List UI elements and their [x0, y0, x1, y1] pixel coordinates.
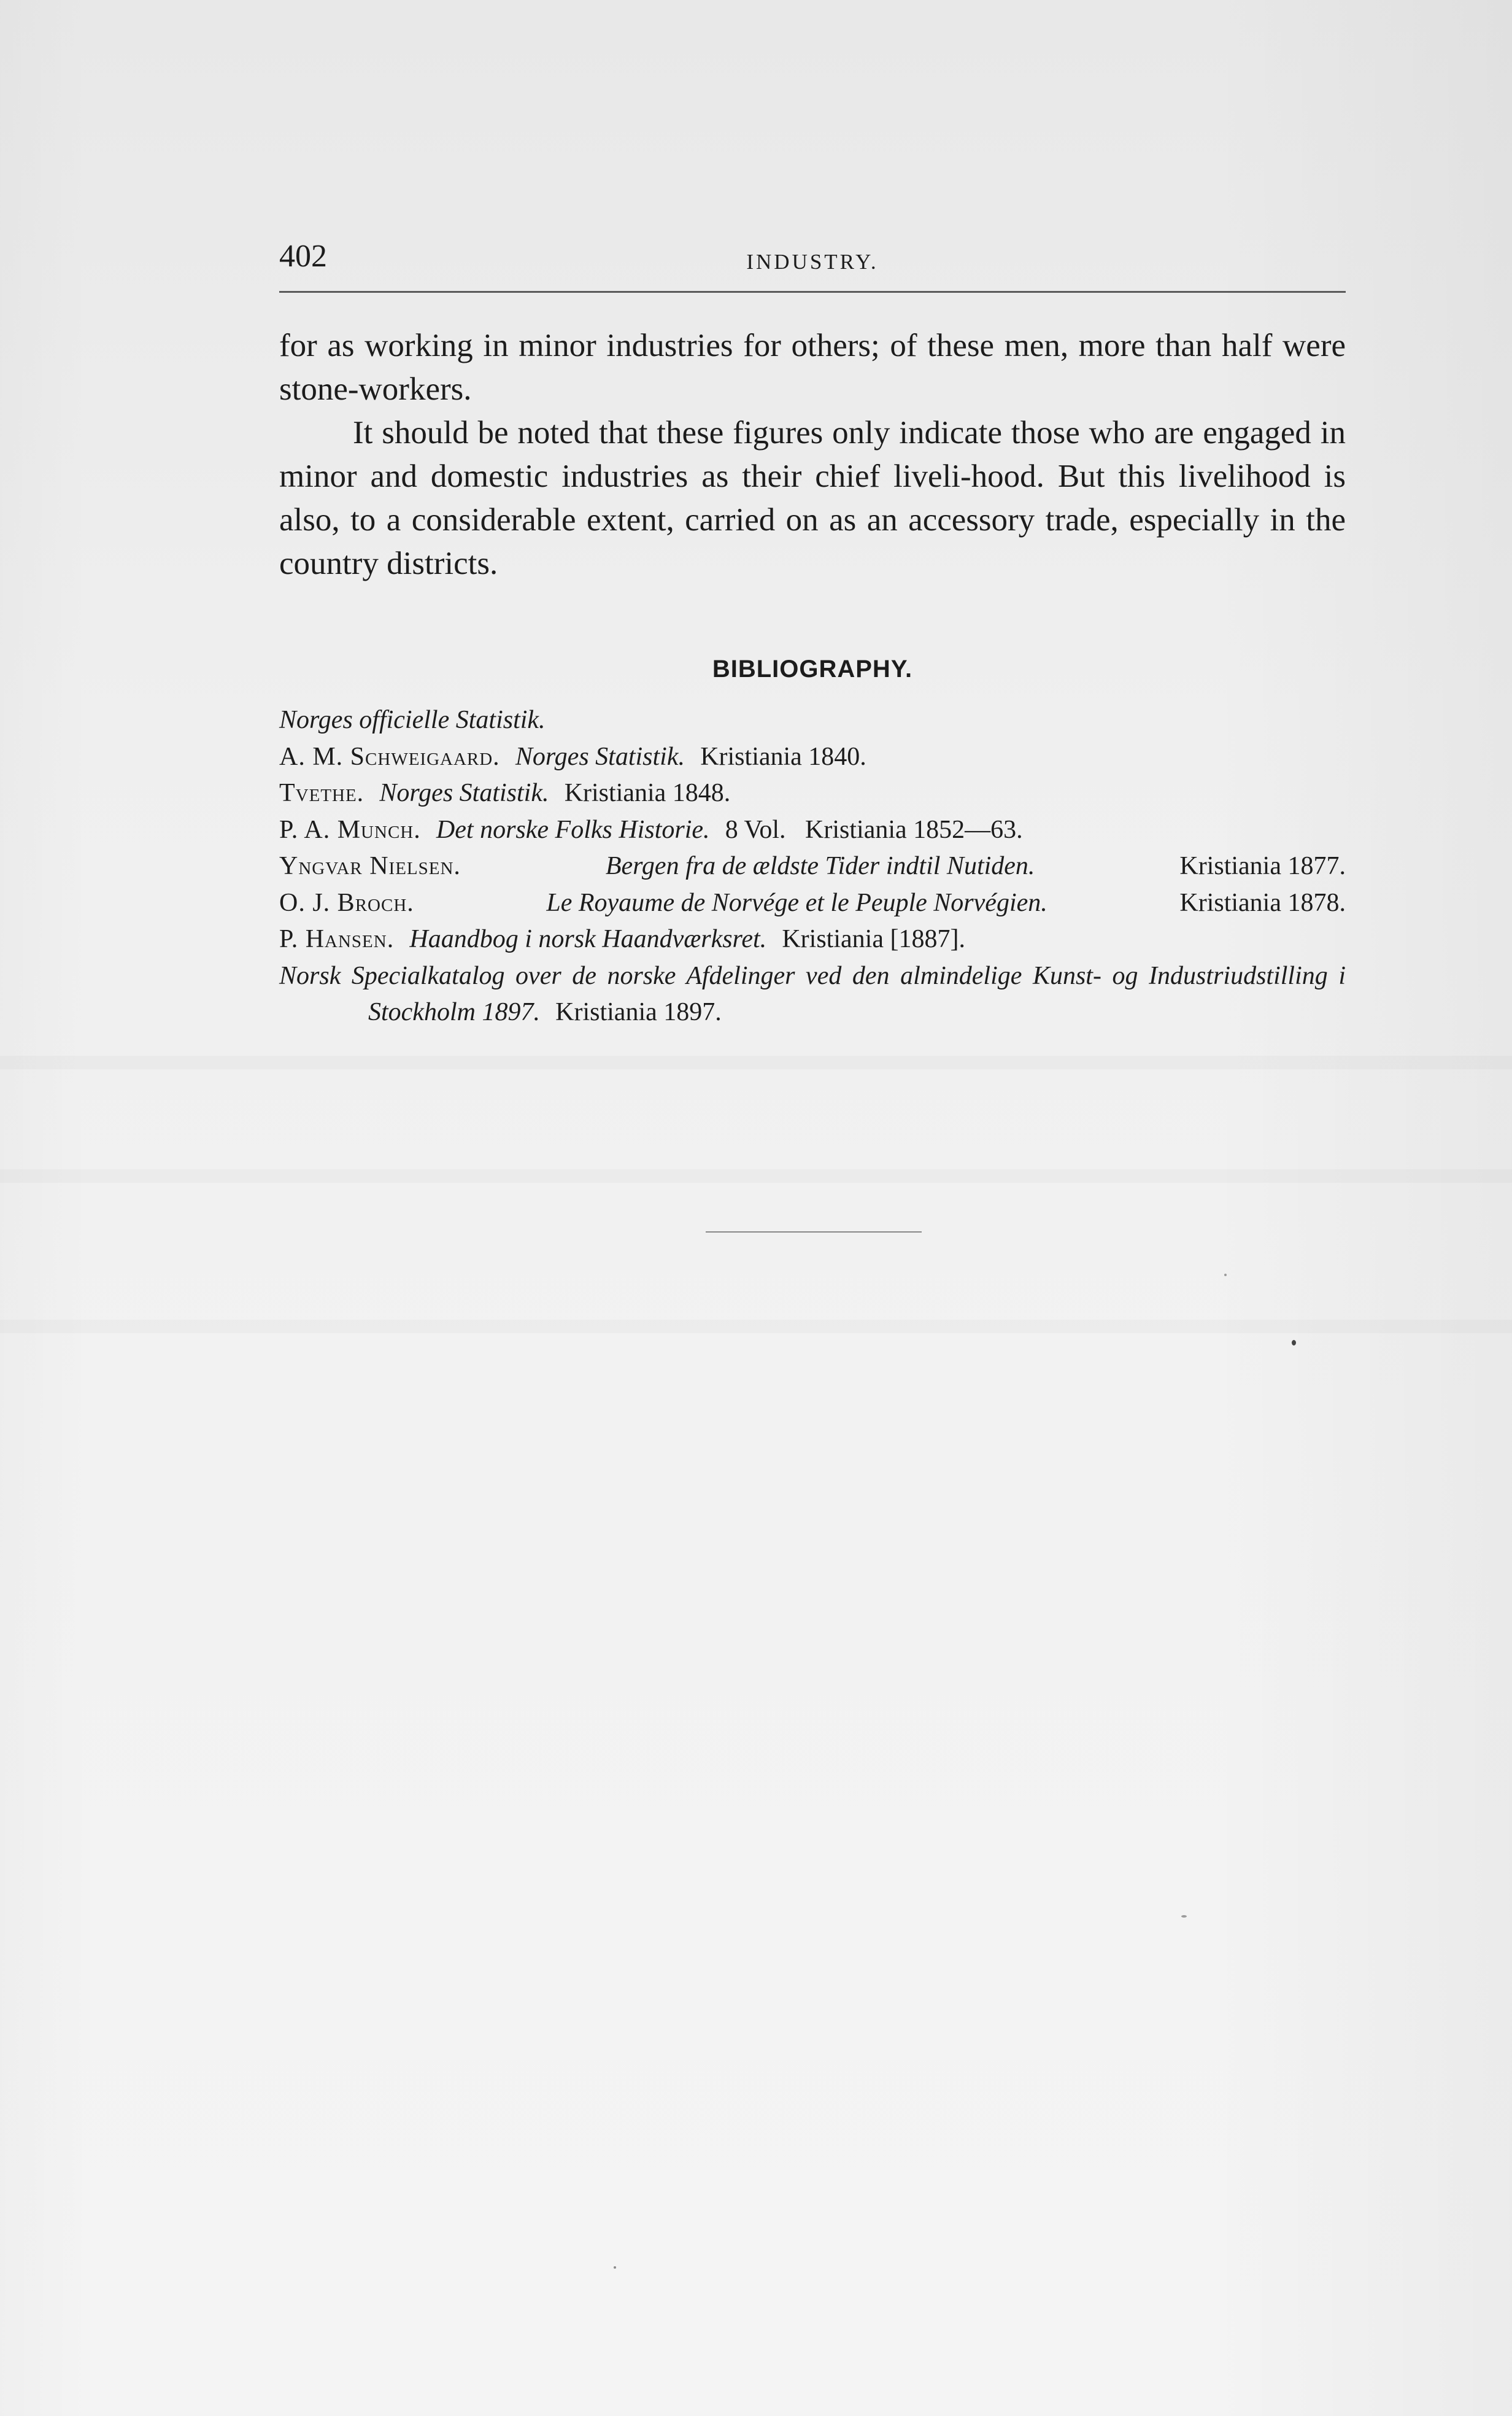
entry-details: Kristiania 1878.: [1179, 888, 1346, 917]
entry-title: Bergen fra de ældste Tider indtil Nutiden.: [605, 852, 1035, 880]
entry-title: Haandbog i norsk Haandværksret.: [409, 925, 767, 953]
running-head: [279, 238, 1346, 293]
entry-author: Tvethe.: [279, 779, 364, 807]
entry-title: Norges officielle Statistik.: [279, 706, 546, 734]
bibliography-entry: [279, 885, 1346, 922]
bibliography-entry: [279, 848, 1346, 885]
entry-details: Kristiania 1840.: [700, 742, 866, 771]
entry-details: Kristiania 1877.: [1179, 852, 1346, 880]
scan-speck: [1181, 1915, 1187, 1918]
entry-title: Det norske Folks Historie.: [436, 815, 710, 844]
scan-speck: [1224, 1274, 1227, 1276]
entry-details: Kristiania 1848.: [564, 779, 731, 807]
entry-author: Yngvar Nielsen.: [279, 852, 461, 880]
paragraph: It should be noted that these figures only indicate those who are engaged in minor and domestic industries as their chief liveli-hood. But this livelihood is also, to a considerable extent, carried on as an accessory trade, especially in the country districts.: [279, 415, 1346, 581]
end-rule: [706, 1231, 922, 1233]
entry-title: Norges Statistik.: [379, 779, 549, 807]
entry-details: Kristiania [1887].: [782, 925, 965, 953]
page-number: 402: [279, 239, 327, 274]
paragraph: for as working in minor industries for others; of these men, more than half were stone-workers.: [279, 328, 1346, 407]
entry-title: Le Royaume de Norvége et le Peuple Norvégien.: [546, 888, 1047, 917]
entry-title: Norsk Specialkatalog over de norske Afdelinger ved den almindelige Kunst- og Industriudstilling i Stockholm 1897.: [279, 961, 1346, 1026]
scan-artifact: [0, 1169, 1512, 1183]
bibliography-entry: [279, 702, 1346, 739]
entry-title: Norges Statistik.: [515, 742, 685, 771]
entry-author: P. A. Munch.: [279, 815, 421, 844]
bibliography-heading: BIBLIOGRAPHY.: [712, 656, 913, 683]
bibliography-entry: [279, 921, 1346, 958]
scan-artifact: [0, 1056, 1512, 1069]
body-text: [279, 324, 1346, 586]
entry-details: 8 Vol. Kristiania 1852—63.: [725, 815, 1023, 844]
entry-author: O. J. Broch.: [279, 888, 414, 917]
scan-artifact: [0, 1320, 1512, 1333]
header-rule: [279, 291, 1346, 293]
entry-author: A. M. Schweigaard.: [279, 742, 500, 771]
bibliography-entry: [279, 958, 1346, 1031]
bibliography-list: [279, 702, 1346, 1031]
running-title: INDUSTRY.: [746, 250, 879, 274]
entry-author: P. Hansen.: [279, 925, 395, 953]
entry-details: Kristiania 1897.: [555, 998, 722, 1026]
bibliography-entry: [279, 775, 1346, 812]
bibliography-entry: [279, 812, 1346, 849]
scan-speck: [614, 2266, 616, 2269]
bibliography-entry: [279, 739, 1346, 776]
scan-speck: [1292, 1340, 1296, 1345]
